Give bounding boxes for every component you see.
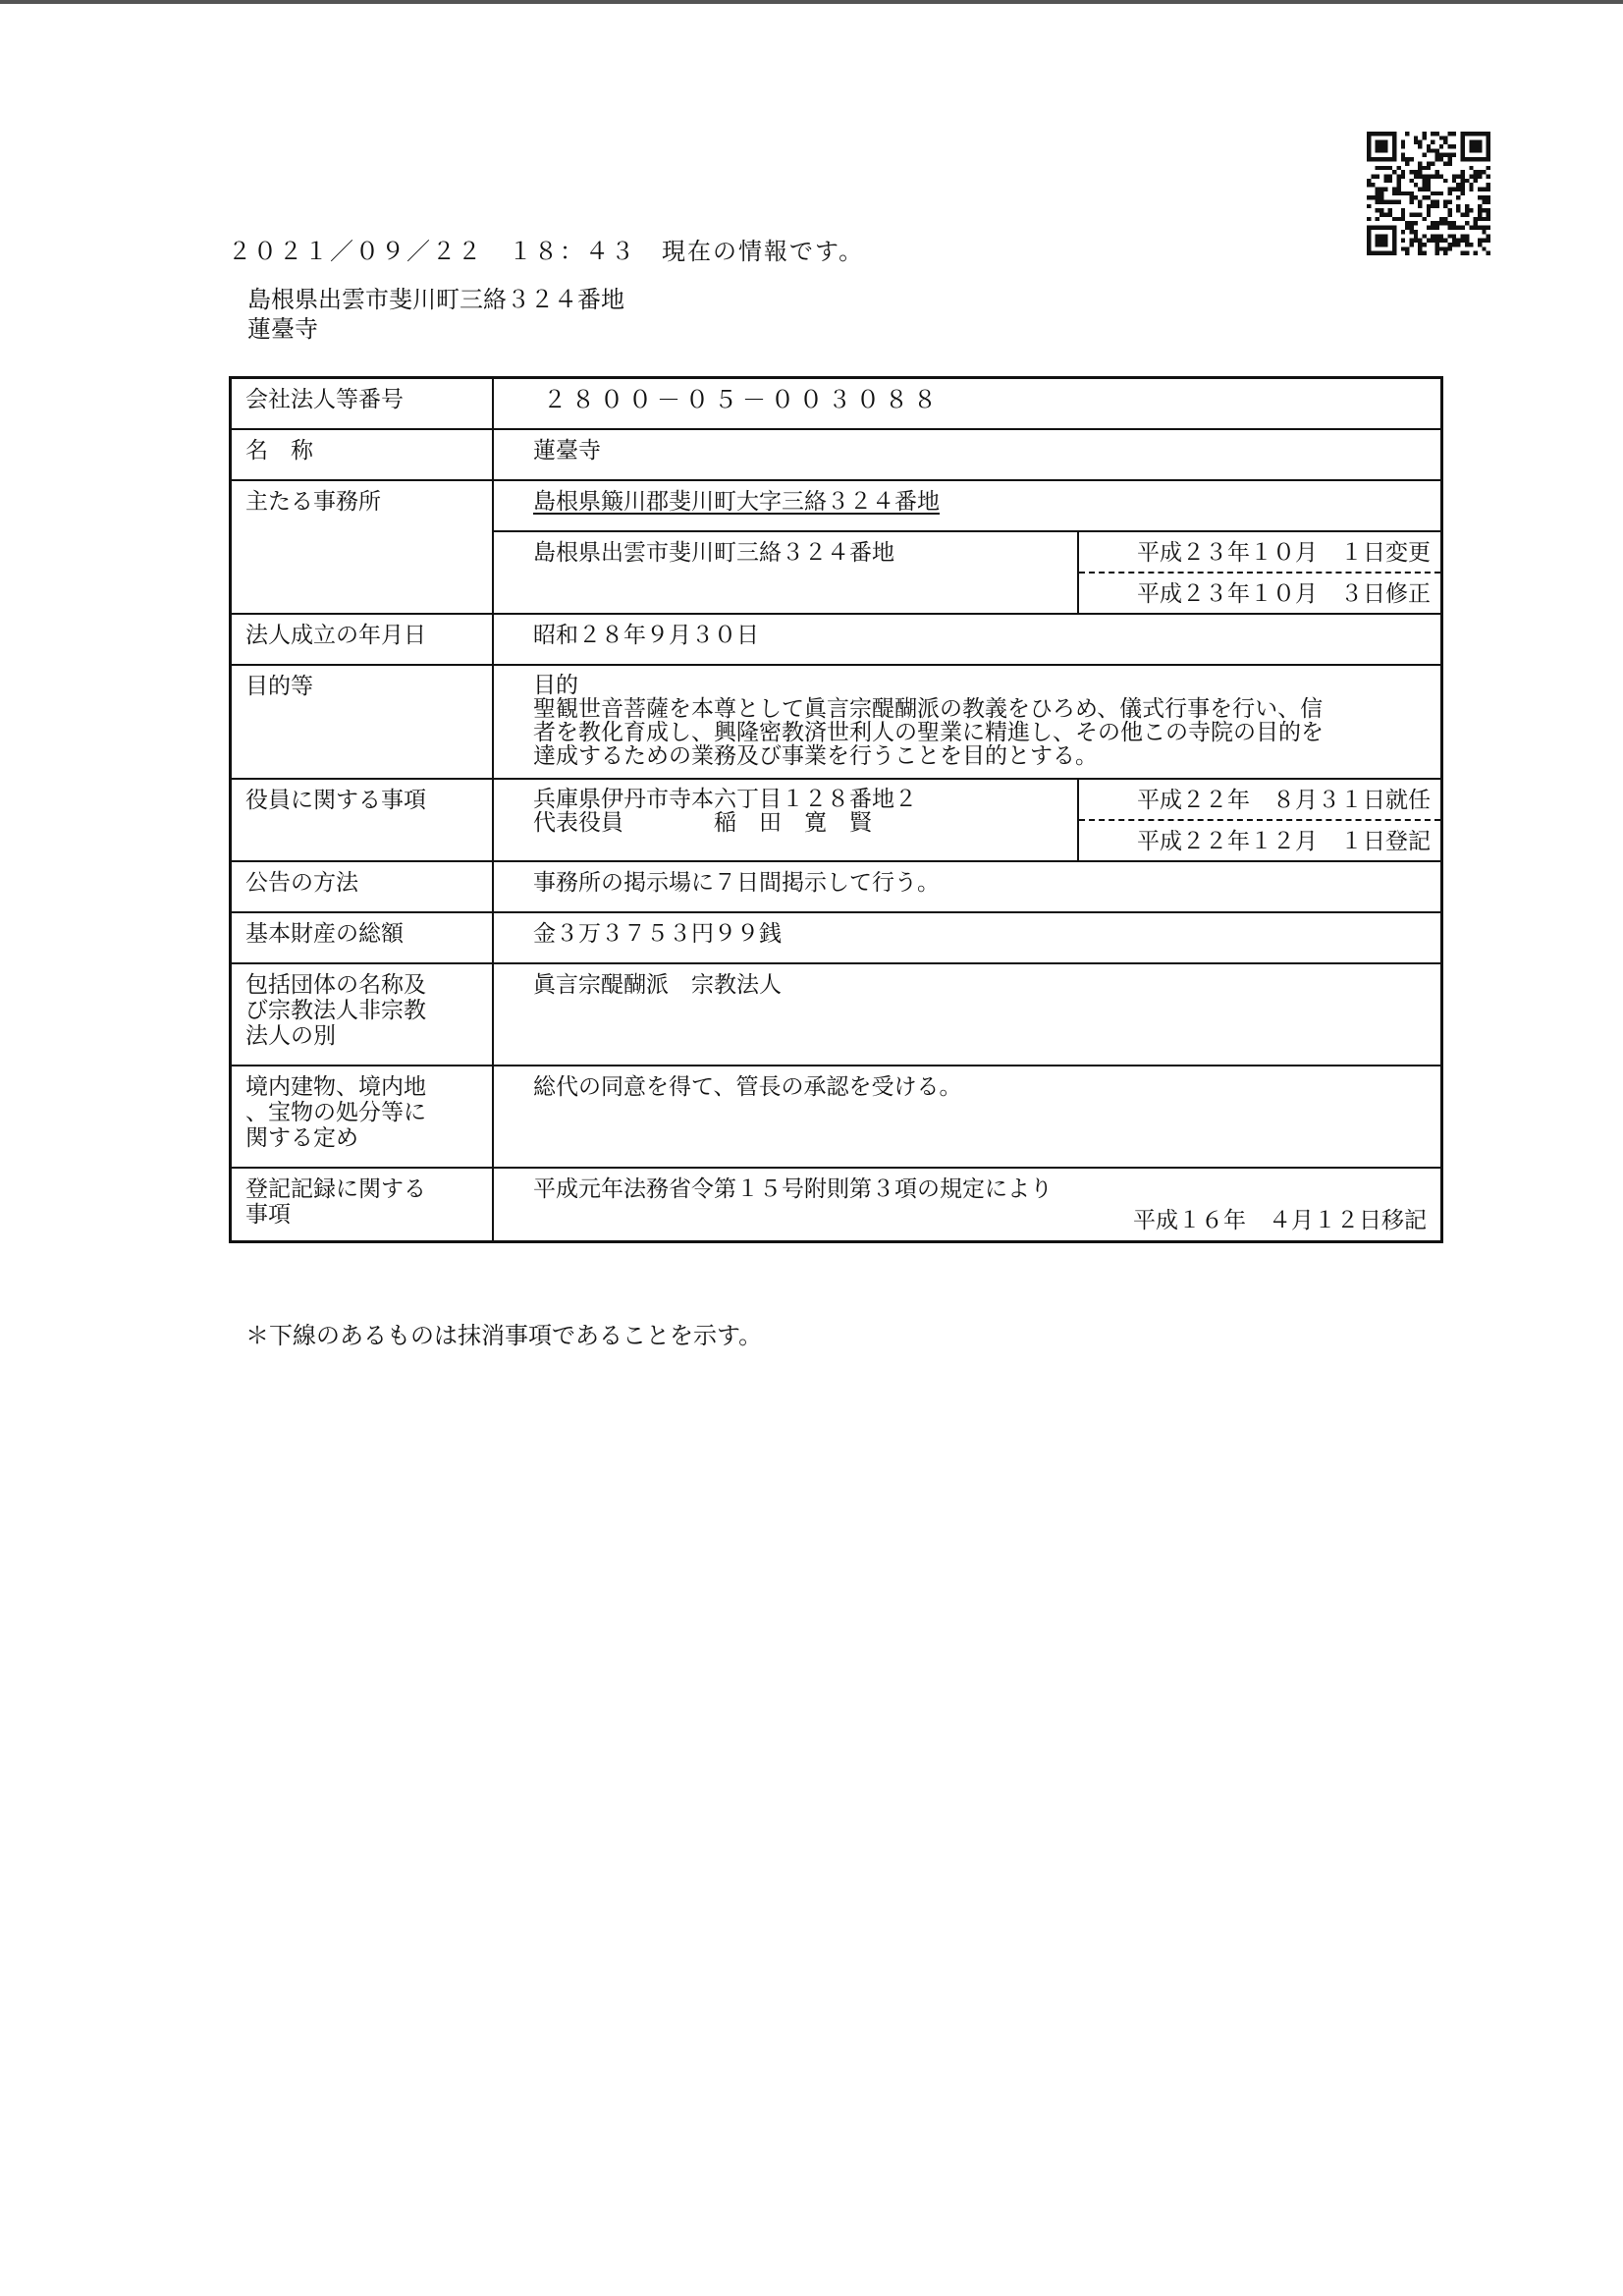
row-record: [231, 1168, 1442, 1242]
label-purpose: 目的等: [231, 665, 494, 779]
label-disposal-line-3: 関する定め: [245, 1124, 358, 1151]
officer-appointed-date: 平成２２年 ８月３１日就任: [1137, 787, 1431, 813]
purpose-line-1: 聖観世音菩薩を本尊として眞言宗醍醐派の教義をひろめ、儀式行事を行い、信: [533, 695, 1324, 722]
qr-code-icon: [1367, 132, 1490, 255]
label-parent-line-2: び宗教法人非宗教: [245, 997, 426, 1023]
label-officers: 役員に関する事項: [231, 779, 494, 861]
row-property: [231, 912, 1442, 963]
label-notice: 公告の方法: [231, 861, 494, 912]
row-name: [231, 429, 1442, 480]
info-timestamp: ２０２１／０９／２２ １８：４３ 現在の情報です。: [228, 238, 865, 265]
value-property: 金３万３７５３円９９銭: [533, 920, 782, 947]
row-corp-number: [231, 378, 1442, 429]
label-record-line-2: 事項: [245, 1201, 291, 1228]
row-office: [231, 480, 1442, 614]
row-parent-body: [231, 963, 1442, 1066]
office-change-date: 平成２３年１０月 １日変更: [1137, 539, 1431, 566]
value-record-date: 平成１６年 ４月１２日移記: [1133, 1207, 1427, 1233]
value-notice: 事務所の掲示場に７日間掲示して行う。: [533, 869, 940, 896]
value-record: 平成元年法務省令第１５号附則第３項の規定により: [533, 1175, 1053, 1202]
label-corp-number: 会社法人等番号: [231, 378, 494, 429]
label-parent-line-1: 包括団体の名称及: [245, 971, 426, 998]
label-record: [231, 1168, 494, 1242]
label-established: 法人成立の年月日: [231, 614, 494, 665]
row-purpose: [231, 665, 1442, 779]
label-office: 主たる事務所: [231, 480, 494, 614]
registry-table: [229, 376, 1443, 1243]
officer-registered-date: 平成２２年１２月 １日登記: [1079, 819, 1440, 860]
purpose-line-2: 者を教化育成し、興隆密教済世利人の聖業に精進し、その他この寺院の目的を: [533, 719, 1324, 745]
label-parent-line-3: 法人の別: [245, 1022, 336, 1049]
header-name: 蓮臺寺: [247, 315, 318, 343]
label-name: 名 称: [231, 429, 494, 480]
row-officers: [231, 779, 1442, 861]
officer-role: 代表役員 稲 田 寛 賢: [533, 809, 872, 836]
footnote: ＊下線のあるものは抹消事項であることを示す。: [245, 1322, 763, 1349]
value-office-new: 島根県出雲市斐川町三絡３２４番地: [533, 539, 894, 566]
label-disposal-line-1: 境内建物、境内地: [245, 1073, 426, 1100]
row-established: [231, 614, 1442, 665]
value-office-old: 島根県簸川郡斐川町大字三絡３２４番地: [533, 488, 940, 515]
row-notice: [231, 861, 1442, 912]
value-established: 昭和２８年９月３０日: [533, 622, 759, 648]
value-corp-number: ２８００－０５－００３０８８: [543, 386, 942, 413]
label-parent-body: [231, 963, 494, 1066]
office-fix-date: 平成２３年１０月 ３日修正: [1079, 572, 1440, 613]
value-name: 蓮臺寺: [533, 437, 601, 464]
row-disposal: [231, 1066, 1442, 1168]
label-property: 基本財産の総額: [231, 912, 494, 963]
header-address-block: [247, 285, 624, 344]
label-disposal-line-2: 、宝物の処分等に: [245, 1099, 426, 1125]
purpose-line-3: 達成するための業務及び事業を行うことを目的とする。: [533, 742, 1098, 769]
scan-top-edge: [0, 0, 1623, 4]
purpose-heading: 目的: [533, 672, 578, 698]
label-disposal: [231, 1066, 494, 1168]
value-parent-body: 眞言宗醍醐派 宗教法人: [533, 971, 782, 998]
officer-address: 兵庫県伊丹市寺本六丁目１２８番地２: [533, 786, 917, 812]
value-disposal: 総代の同意を得て、管長の承認を受ける。: [533, 1073, 962, 1100]
label-record-line-1: 登記記録に関する: [245, 1175, 426, 1202]
header-address: 島根県出雲市斐川町三絡３２４番地: [247, 286, 624, 313]
